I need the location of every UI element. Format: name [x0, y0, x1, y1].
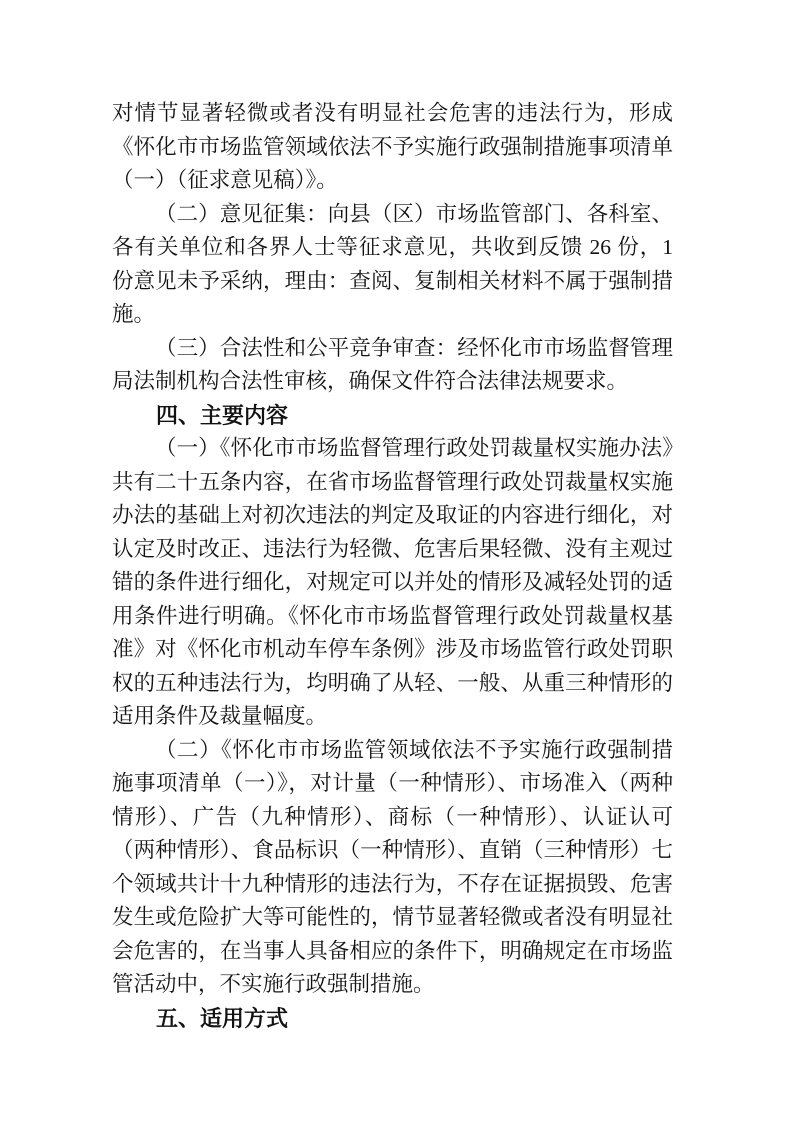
- section-heading-application-method: 五、适用方式: [156, 1005, 289, 1031]
- paragraph-opinion-collection: （二）意见征集：向县（区）市场监管部门、各科室、各有关单位和各界人士等征求意见，共收到反馈 26 份，1 份意见未予采纳，理由：查阅、复制相关材料不属于强制措施。: [112, 201, 673, 326]
- paragraph-discretion-measures: （一）《怀化市市场监督管理行政处罚裁量权实施办法》共有二十五条内容，在省市场监督管理行政处罚裁量权实施办法的基础上对初次违法的判定及取证的内容进行细化，对认定及时改正、违法行为轻微、危害后果轻微、没有主观过错的条件进行细化，对规定可以并处的情形及减轻处罚的适用条件进行明确。《怀化市市场监督管理行政处罚裁量权基准》对《怀化市机动车停车条例》涉及市场监管行政处罚职权的五种违法行为，均明确了从轻、一般、从重三种情形的适用条件及裁量幅度。: [112, 436, 673, 728]
- paragraph-legality-review: （三）合法性和公平竞争审查：经怀化市市场监督管理局法制机构合法性审核，确保文件符合法律法规要求。: [112, 335, 673, 393]
- paragraph-enforcement-exemption-list: （二）《怀化市市场监管领域依法不予实施行政强制措施事项清单（一）》，对计量（一种情形）、市场准入（两种情形）、广告（九种情形）、商标（一种情形）、认证认可（两种情形）、食品标识（一种情形）、直销（三种情形）七个领域共计十九种情形的违法行为，不存在证据损毁、危害发生或危险扩大等可能性的，情节显著轻微或者没有明显社会危害的，在当事人具备相应的条件下，明确规定在市场监管活动中，不实施行政强制措施。: [112, 737, 673, 996]
- paragraph-continued-from-previous-page: 对情节显著轻微或者没有明显社会危害的违法行为，形成《怀化市市场监管领域依法不予实施行政强制措施事项清单（一）（征求意见稿）》。: [112, 101, 673, 192]
- section-heading-main-content: 四、主要内容: [156, 402, 289, 428]
- document-text-block: [112, 97, 673, 1035]
